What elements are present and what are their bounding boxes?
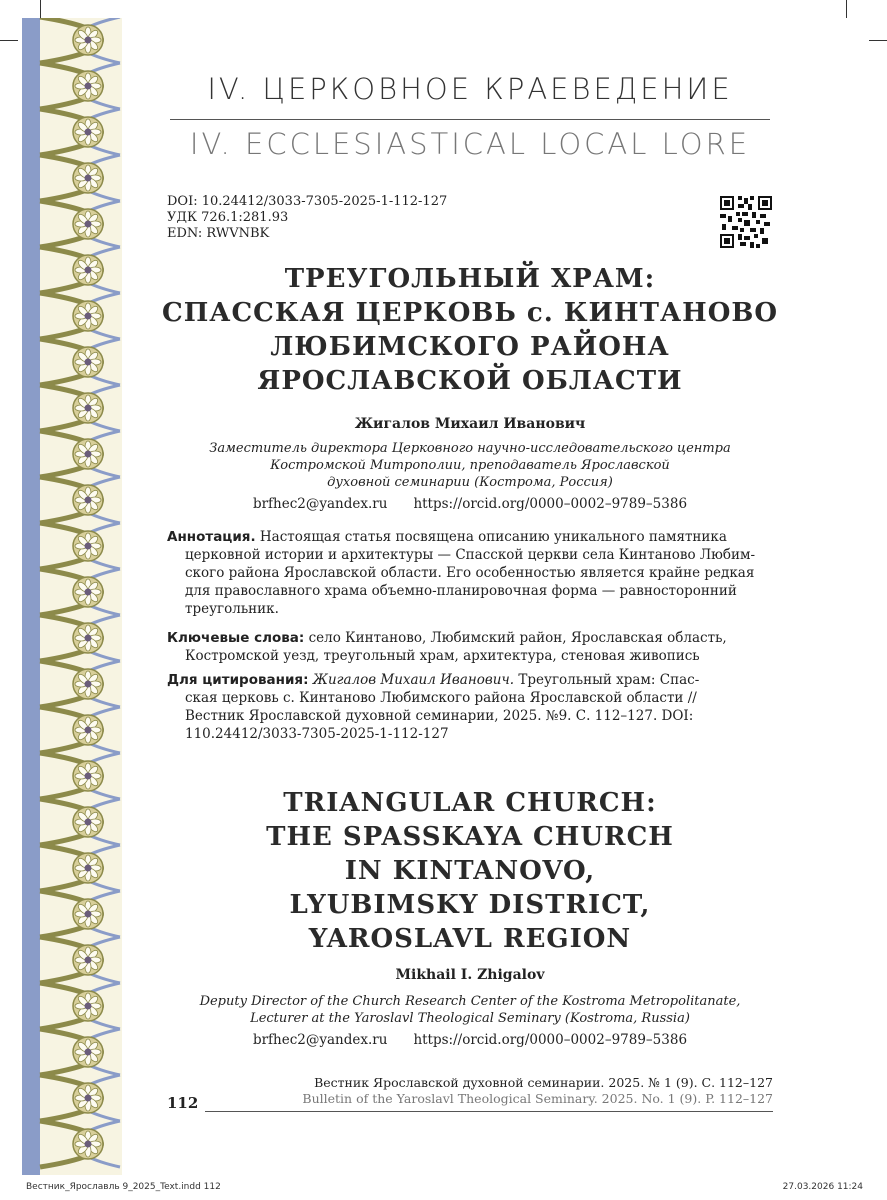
ornament-center (85, 267, 92, 274)
crop-mark (0, 40, 18, 41)
ornament-center (85, 221, 92, 228)
title-line: СПАССКАЯ ЦЕРКОВЬ с. КИНТАНОВО (162, 298, 778, 328)
title-line: ТРЕУГОЛЬНЫЙ ХРАМ: (284, 264, 656, 294)
page-number: 112 (167, 1094, 199, 1112)
ornament-center (85, 1095, 92, 1102)
email-link[interactable]: brfhec2@yandex.ru (252, 496, 388, 512)
ornament-center (85, 773, 92, 780)
article-title-en (160, 786, 780, 956)
citation-paragraph (167, 671, 772, 743)
ornament-border (22, 18, 122, 1175)
abstract-label: Аннотация. (167, 529, 256, 545)
ornament-center (85, 635, 92, 642)
ornament-center (85, 129, 92, 136)
ornament-center (85, 543, 92, 550)
citation-author: Жигалов Михаил Иванович. (308, 672, 515, 688)
footer-divider (205, 1111, 773, 1112)
keywords-label: Ключевые слова: (167, 630, 305, 646)
affiliation-en (170, 993, 770, 1027)
section-title-ru: IV. ЦЕРКОВНОЕ КРАЕВЕДЕНИЕ (207, 72, 733, 106)
ornament-center (85, 1141, 92, 1148)
print-slug-timestamp: 27.03.2026 11:24 (782, 1182, 863, 1192)
ornament-center (85, 451, 92, 458)
crop-mark (846, 0, 847, 18)
keywords-text: Костромской уезд, треугольный храм, архитектура, стеновая живопись (185, 648, 700, 664)
contacts-en (170, 1032, 770, 1048)
author-name-en: Mikhail I. Zhigalov (395, 967, 545, 983)
ornament-center (85, 1003, 92, 1010)
ornament-center (85, 405, 92, 412)
abstract-text: Настоящая статья посвящена описанию уникального памятника (255, 529, 727, 545)
article-metadata (167, 194, 447, 242)
abstract-text: треугольник. (185, 601, 279, 617)
keywords-paragraph (167, 629, 772, 665)
abstract-text: ского района Ярославской области. Его особенностью является крайне редкая (185, 565, 755, 581)
ornament-center (85, 497, 92, 504)
affiliation-line: Заместитель директора Церковного научно-исследовательского центра (209, 441, 731, 456)
ornament-center (85, 681, 92, 688)
contacts-ru (170, 496, 770, 512)
citation-label: Для цитирования: (167, 672, 309, 688)
crop-mark (869, 40, 887, 41)
orcid-link[interactable]: https://orcid.org/0000–0002–9789–5386 (413, 1032, 688, 1048)
abstract-text: для православного храма объемно-планировочная форма — равносторонний (185, 583, 737, 599)
udk-text: УДК 726.1:281.93 (167, 210, 289, 225)
orcid-link[interactable]: https://orcid.org/0000–0002–9789–5386 (413, 496, 688, 512)
title-line: ЯРОСЛАВСКОЙ ОБЛАСТИ (257, 366, 683, 396)
crop-mark (40, 0, 41, 18)
title-line: THE SPASSKAYA CHURCH (266, 822, 674, 852)
ornament-center (85, 727, 92, 734)
ornament-center (85, 1049, 92, 1056)
title-line: LYUBIMSKY DISTRICT, (289, 890, 651, 920)
affiliation-line: Костромской Митрополии, преподаватель Ярославской (270, 458, 670, 473)
print-slug-file: Вестник_Ярославль 9_2025_Text.indd 112 (26, 1182, 221, 1192)
ornament-center (85, 865, 92, 872)
ornament-center (85, 819, 92, 826)
ornament-center (85, 589, 92, 596)
title-line: IN KINTANOVO, (344, 856, 596, 886)
title-line: ЛЮБИМСКОГО РАЙОНА (270, 332, 670, 362)
affiliation-line: духовной семинарии (Кострома, Россия) (327, 475, 613, 490)
edn-text: EDN: RWVNBK (167, 226, 270, 241)
journal-citation-en: Bulletin of the Yaroslavl Theological Seminary. 2025. No. 1 (9). P. 112–127 (302, 1091, 773, 1106)
article-title-ru (160, 262, 780, 398)
affiliation-ru (170, 440, 770, 491)
section-divider (170, 119, 770, 120)
ornament-center (85, 359, 92, 366)
ornament-center (85, 37, 92, 44)
ornament-center (85, 175, 92, 182)
affiliation-line: Lecturer at the Yaroslavl Theological Seminary (Kostroma, Russia) (250, 1011, 690, 1026)
abstract-text: церковной истории и архитектуры — Спасской церкви села Кинтаново Любим- (185, 547, 756, 563)
doi-text: DOI: 10.24412/3033-7305-2025-1-112-127 (167, 194, 448, 209)
title-line: YAROSLAVL REGION (308, 924, 632, 954)
title-line: TRIANGULAR CHURCH: (283, 788, 657, 818)
ornament-center (85, 957, 92, 964)
qr-code-icon (720, 196, 772, 248)
keywords-text: село Кинтаново, Любимский район, Ярославская область, (304, 630, 727, 646)
author-name-ru: Жигалов Михаил Иванович (354, 416, 586, 432)
citation-text: Треугольный храм: Спас- (514, 672, 700, 688)
affiliation-line: Deputy Director of the Church Research Center of the Kostroma Metropolitanate, (199, 994, 741, 1009)
citation-text: 110.24412/3033-7305-2025-1-112-127 (185, 726, 449, 742)
ornament-svg (22, 18, 122, 1175)
ornament-center (85, 83, 92, 90)
email-link[interactable]: brfhec2@yandex.ru (252, 1032, 388, 1048)
journal-citation-ru: Вестник Ярославской духовной семинарии. 2025. № 1 (9). С. 112–127 (314, 1075, 773, 1090)
section-title-en: IV. ECCLESIASTICAL LOCAL LORE (189, 127, 751, 161)
ornament-center (85, 313, 92, 320)
citation-text: ская церковь с. Кинтаново Любимского района Ярославской области // (185, 690, 697, 706)
abstract-paragraph (167, 528, 772, 618)
ornament-center (85, 911, 92, 918)
citation-text: Вестник Ярославской духовной семинарии, 2025. №9. С. 112–127. DOI: (185, 708, 694, 724)
